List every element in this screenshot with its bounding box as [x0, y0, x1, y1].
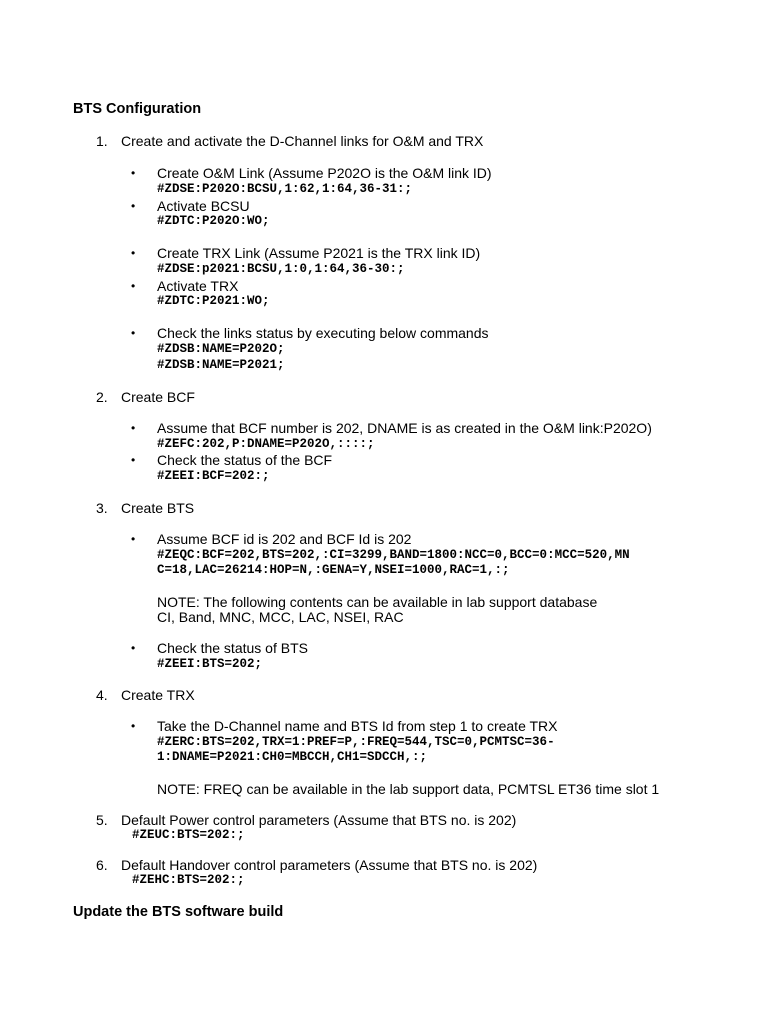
bullet-text: Check the status of BTS	[157, 640, 308, 656]
step-title: Create and activate the D-Channel links for O&M and TRX	[121, 133, 484, 149]
command-line: #ZERC:BTS=202,TRX=1:PREF=P,:FREQ=544,TSC=0,PCMTSC=36-	[157, 735, 555, 749]
bullet-icon: •	[131, 453, 136, 467]
bullet-text: Assume that BCF number is 202, DNAME is as created in the O&M link:P202O)	[157, 420, 652, 436]
command-line: 1:DNAME=P2021:CH0=MBCCH,CH1=SDCCH,:;	[157, 750, 428, 764]
step-number: 4.	[96, 687, 108, 703]
bullet-icon: •	[131, 421, 136, 435]
bullet-text: Assume BCF id is 202 and BCF Id is 202	[157, 531, 412, 547]
bullet-text: Activate BCSU	[157, 198, 250, 214]
bullet-text: Check the status of the BCF	[157, 452, 333, 468]
step-title: Create BTS	[121, 500, 195, 516]
command-line: #ZDSB:NAME=P2021;	[157, 358, 285, 372]
step-number: 2.	[96, 389, 108, 405]
command-line: #ZEQC:BCF=202,BTS=202,:CI=3299,BAND=1800:NCC=0,BCC=0:MCC=520,MN	[157, 548, 630, 562]
bullet-icon: •	[131, 199, 136, 213]
step-number: 1.	[96, 133, 108, 149]
note-text: NOTE: FREQ can be available in the lab support data, PCMTSL ET36 time slot 1	[157, 781, 660, 797]
command-line: #ZDSE:P202O:BCSU,1:62,1:64,36-31:;	[157, 182, 413, 196]
bullet-text: Take the D-Channel name and BTS Id from step 1 to create TRX	[157, 718, 558, 734]
bullet-icon: •	[131, 641, 136, 655]
step-title: Default Power control parameters (Assume that BTS no. is 202)	[121, 812, 517, 828]
section-heading-bts-configuration: BTS Configuration	[73, 101, 202, 117]
step-number: 6.	[96, 857, 108, 873]
bullet-text: Create TRX Link (Assume P2021 is the TRX link ID)	[157, 245, 481, 261]
command-line: #ZEUC:BTS=202:;	[132, 828, 245, 842]
command-line: C=18,LAC=26214:HOP=N,:GENA=Y,NSEI=1000,RAC=1,:;	[157, 563, 510, 577]
note-text: CI, Band, MNC, MCC, LAC, NSEI, RAC	[157, 609, 404, 625]
step-title: Default Handover control parameters (Assume that BTS no. is 202)	[121, 857, 538, 873]
command-line: #ZEEI:BTS=202;	[157, 657, 263, 671]
bullet-icon: •	[131, 719, 136, 733]
command-line: #ZEEI:BCF=202:;	[157, 469, 270, 483]
bullet-text: Activate TRX	[157, 278, 239, 294]
command-line: #ZEFC:202,P:DNAME=P202O,::::;	[157, 437, 375, 451]
bullet-icon: •	[131, 532, 136, 546]
step-number: 5.	[96, 812, 108, 828]
bullet-icon: •	[131, 246, 136, 260]
step-title: Create BCF	[121, 389, 195, 405]
bullet-icon: •	[131, 326, 136, 340]
command-line: #ZDSE:p2021:BCSU,1:0,1:64,36-30:;	[157, 262, 405, 276]
command-line: #ZDSB:NAME=P202O;	[157, 342, 285, 356]
command-line: #ZDTC:P202O:WO;	[157, 214, 270, 228]
bullet-icon: •	[131, 166, 136, 180]
bullet-text: Create O&M Link (Assume P202O is the O&M link ID)	[157, 165, 492, 181]
bullet-icon: •	[131, 279, 136, 293]
section-heading-update-bts-software: Update the BTS software build	[73, 904, 284, 920]
command-line: #ZDTC:P2021:WO;	[157, 294, 270, 308]
command-line: #ZEHC:BTS=202:;	[132, 873, 245, 887]
step-number: 3.	[96, 500, 108, 516]
bullet-text: Check the links status by executing below commands	[157, 325, 489, 341]
note-text: NOTE: The following contents can be available in lab support database	[157, 594, 598, 610]
step-title: Create TRX	[121, 687, 195, 703]
